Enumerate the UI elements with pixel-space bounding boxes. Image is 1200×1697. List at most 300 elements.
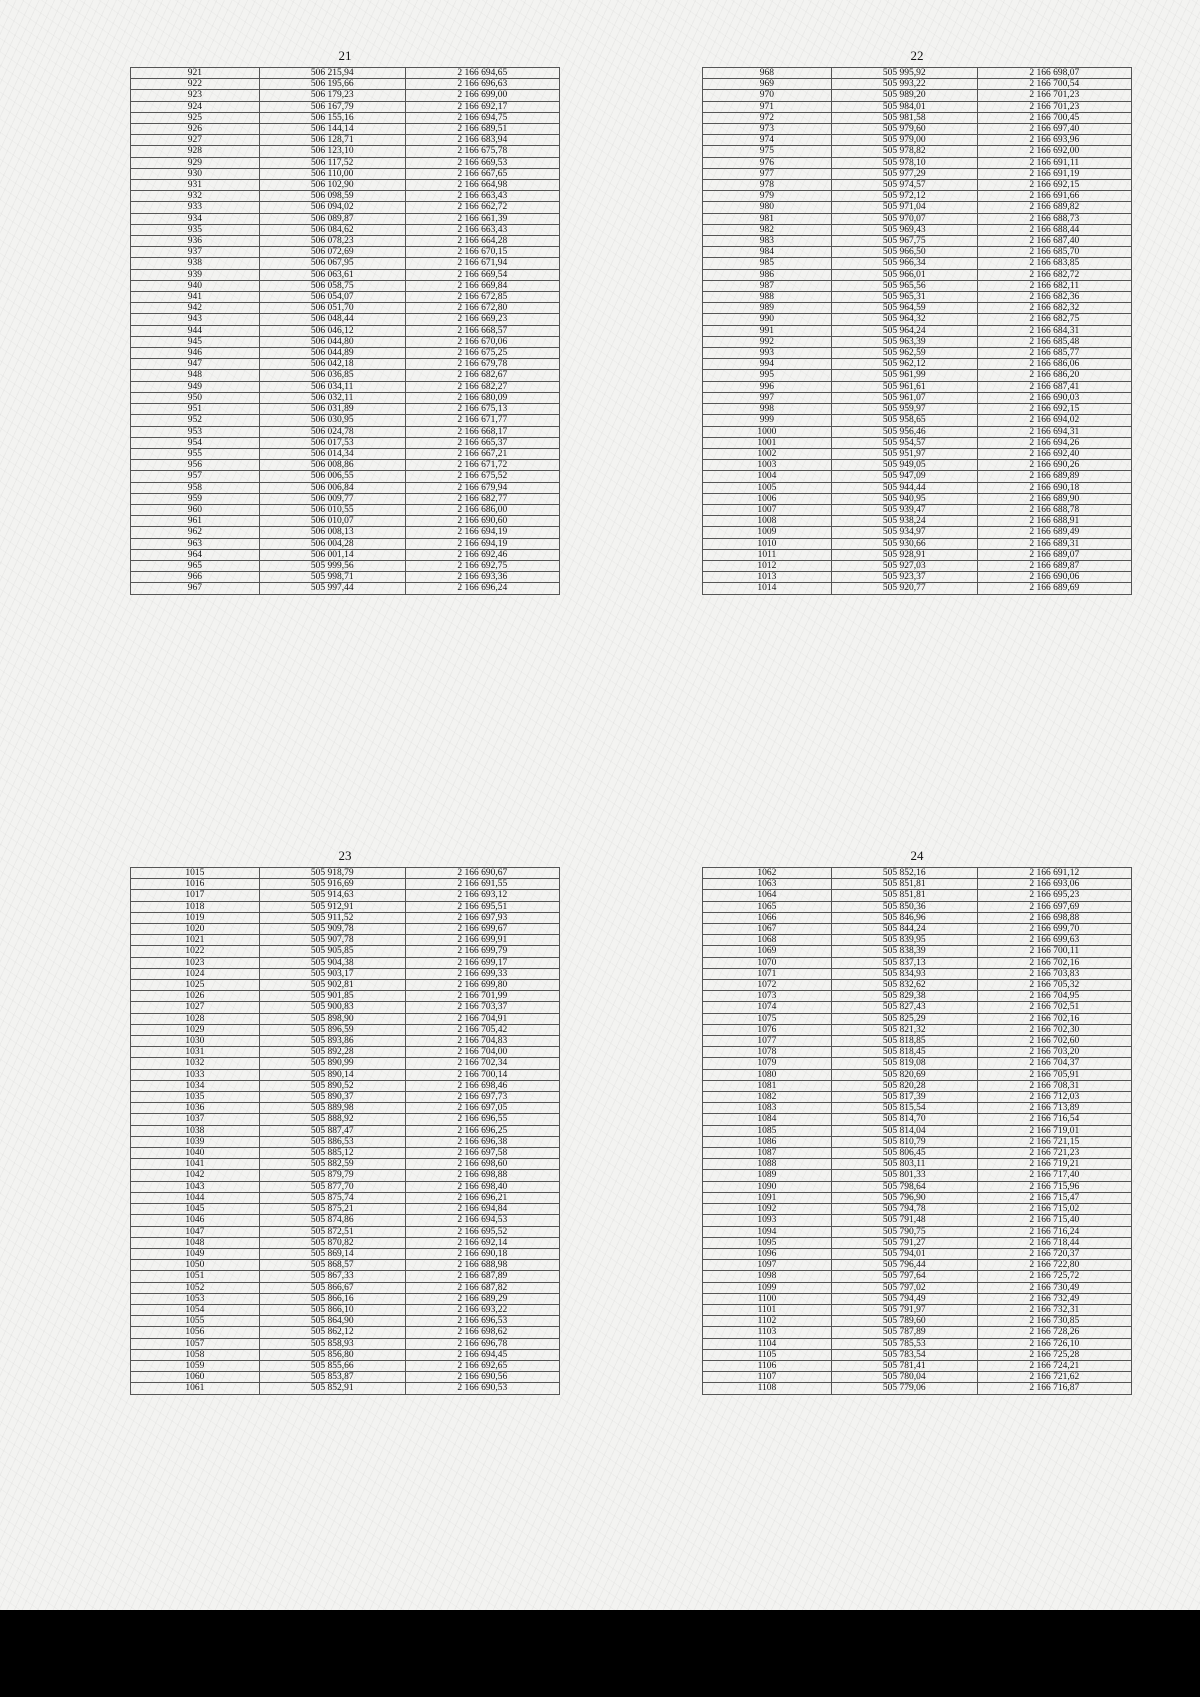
table-row bbox=[703, 935, 1132, 946]
x-coordinate-cell: 505 827,43 bbox=[831, 1002, 977, 1013]
page-23 bbox=[130, 845, 560, 1395]
table-row bbox=[703, 901, 1132, 912]
y-coordinate-cell: 2 166 688,98 bbox=[405, 1260, 559, 1271]
x-coordinate-cell: 505 951,97 bbox=[831, 448, 977, 459]
table-row bbox=[131, 980, 560, 991]
point-number-cell: 923 bbox=[131, 90, 260, 101]
x-coordinate-cell: 506 010,07 bbox=[259, 516, 405, 527]
table-row bbox=[703, 890, 1132, 901]
y-coordinate-cell: 2 166 697,73 bbox=[405, 1092, 559, 1103]
x-coordinate-cell: 505 995,92 bbox=[831, 68, 977, 79]
point-number-cell: 942 bbox=[131, 303, 260, 314]
x-coordinate-cell: 505 872,51 bbox=[259, 1226, 405, 1237]
point-number-cell: 1042 bbox=[131, 1170, 260, 1181]
table-row bbox=[703, 415, 1132, 426]
table-row bbox=[131, 1125, 560, 1136]
y-coordinate-cell: 2 166 692,65 bbox=[405, 1360, 559, 1371]
y-coordinate-cell: 2 166 696,25 bbox=[405, 1125, 559, 1136]
table-row bbox=[131, 292, 560, 303]
x-coordinate-cell: 506 144,14 bbox=[259, 124, 405, 135]
point-number-cell: 922 bbox=[131, 79, 260, 90]
table-row bbox=[131, 516, 560, 527]
y-coordinate-cell: 2 166 672,85 bbox=[405, 292, 559, 303]
y-coordinate-cell: 2 166 704,00 bbox=[405, 1047, 559, 1058]
table-row bbox=[131, 868, 560, 879]
y-coordinate-cell: 2 166 664,98 bbox=[405, 180, 559, 191]
table-row bbox=[131, 879, 560, 890]
x-coordinate-cell: 505 947,09 bbox=[831, 471, 977, 482]
x-coordinate-cell: 505 888,92 bbox=[259, 1114, 405, 1125]
y-coordinate-cell: 2 166 689,82 bbox=[977, 202, 1131, 213]
x-coordinate-cell: 506 042,18 bbox=[259, 359, 405, 370]
x-coordinate-cell: 506 058,75 bbox=[259, 280, 405, 291]
x-coordinate-cell: 505 890,52 bbox=[259, 1080, 405, 1091]
point-number-cell: 946 bbox=[131, 348, 260, 359]
point-number-cell: 956 bbox=[131, 460, 260, 471]
point-number-cell: 1011 bbox=[703, 549, 832, 560]
x-coordinate-cell: 506 067,95 bbox=[259, 258, 405, 269]
table-row bbox=[703, 213, 1132, 224]
y-coordinate-cell: 2 166 699,67 bbox=[405, 924, 559, 935]
table-row bbox=[131, 912, 560, 923]
coordinate-table bbox=[702, 867, 1132, 1395]
x-coordinate-cell: 505 885,12 bbox=[259, 1148, 405, 1159]
x-coordinate-cell: 505 966,01 bbox=[831, 269, 977, 280]
point-number-cell: 1041 bbox=[131, 1159, 260, 1170]
y-coordinate-cell: 2 166 675,52 bbox=[405, 471, 559, 482]
x-coordinate-cell: 505 964,32 bbox=[831, 314, 977, 325]
y-coordinate-cell: 2 166 705,32 bbox=[977, 980, 1131, 991]
x-coordinate-cell: 505 846,96 bbox=[831, 912, 977, 923]
point-number-cell: 1081 bbox=[703, 1080, 832, 1091]
x-coordinate-cell: 505 930,66 bbox=[831, 538, 977, 549]
point-number-cell: 1046 bbox=[131, 1215, 260, 1226]
y-coordinate-cell: 2 166 703,83 bbox=[977, 968, 1131, 979]
table-row bbox=[131, 901, 560, 912]
y-coordinate-cell: 2 166 690,03 bbox=[977, 392, 1131, 403]
point-number-cell: 929 bbox=[131, 157, 260, 168]
table-row bbox=[131, 236, 560, 247]
y-coordinate-cell: 2 166 712,03 bbox=[977, 1092, 1131, 1103]
y-coordinate-cell: 2 166 682,77 bbox=[405, 493, 559, 504]
table-row bbox=[703, 157, 1132, 168]
x-coordinate-cell: 506 054,07 bbox=[259, 292, 405, 303]
table-row bbox=[703, 180, 1132, 191]
table-row bbox=[131, 303, 560, 314]
x-coordinate-cell: 505 867,33 bbox=[259, 1271, 405, 1282]
point-number-cell: 1107 bbox=[703, 1372, 832, 1383]
table-row bbox=[131, 1383, 560, 1394]
x-coordinate-cell: 505 814,70 bbox=[831, 1114, 977, 1125]
x-coordinate-cell: 505 920,77 bbox=[831, 583, 977, 594]
x-coordinate-cell: 505 837,13 bbox=[831, 957, 977, 968]
x-coordinate-cell: 506 078,23 bbox=[259, 236, 405, 247]
point-number-cell: 1099 bbox=[703, 1282, 832, 1293]
y-coordinate-cell: 2 166 732,31 bbox=[977, 1304, 1131, 1315]
table-row bbox=[703, 946, 1132, 957]
point-number-cell: 953 bbox=[131, 426, 260, 437]
point-number-cell: 1035 bbox=[131, 1092, 260, 1103]
point-number-cell: 1003 bbox=[703, 460, 832, 471]
y-coordinate-cell: 2 166 688,78 bbox=[977, 504, 1131, 515]
x-coordinate-cell: 505 914,63 bbox=[259, 890, 405, 901]
table-row bbox=[131, 370, 560, 381]
y-coordinate-cell: 2 166 698,62 bbox=[405, 1327, 559, 1338]
x-coordinate-cell: 505 962,12 bbox=[831, 359, 977, 370]
x-coordinate-cell: 505 963,39 bbox=[831, 336, 977, 347]
y-coordinate-cell: 2 166 691,11 bbox=[977, 157, 1131, 168]
point-number-cell: 1104 bbox=[703, 1338, 832, 1349]
table-row bbox=[703, 1260, 1132, 1271]
y-coordinate-cell: 2 166 696,78 bbox=[405, 1338, 559, 1349]
point-number-cell: 1010 bbox=[703, 538, 832, 549]
page-22 bbox=[702, 45, 1132, 595]
point-number-cell: 967 bbox=[131, 583, 260, 594]
table-row bbox=[703, 1248, 1132, 1259]
x-coordinate-cell: 505 820,28 bbox=[831, 1080, 977, 1091]
y-coordinate-cell: 2 166 693,36 bbox=[405, 572, 559, 583]
x-coordinate-cell: 506 004,28 bbox=[259, 538, 405, 549]
y-coordinate-cell: 2 166 699,63 bbox=[977, 935, 1131, 946]
x-coordinate-cell: 505 956,46 bbox=[831, 426, 977, 437]
point-number-cell: 1083 bbox=[703, 1103, 832, 1114]
point-number-cell: 970 bbox=[703, 90, 832, 101]
x-coordinate-cell: 506 102,90 bbox=[259, 180, 405, 191]
point-number-cell: 1105 bbox=[703, 1349, 832, 1360]
table-row bbox=[131, 112, 560, 123]
table-row bbox=[703, 1282, 1132, 1293]
table-row bbox=[703, 258, 1132, 269]
table-row bbox=[131, 381, 560, 392]
point-number-cell: 932 bbox=[131, 191, 260, 202]
y-coordinate-cell: 2 166 698,88 bbox=[405, 1170, 559, 1181]
point-number-cell: 1077 bbox=[703, 1036, 832, 1047]
y-coordinate-cell: 2 166 726,10 bbox=[977, 1338, 1131, 1349]
table-row bbox=[131, 549, 560, 560]
x-coordinate-cell: 505 966,34 bbox=[831, 258, 977, 269]
table-row bbox=[131, 1170, 560, 1181]
x-coordinate-cell: 505 954,57 bbox=[831, 437, 977, 448]
table-row bbox=[131, 1215, 560, 1226]
point-number-cell: 1025 bbox=[131, 980, 260, 991]
table-row bbox=[131, 314, 560, 325]
table-row bbox=[703, 1204, 1132, 1215]
y-coordinate-cell: 2 166 715,96 bbox=[977, 1181, 1131, 1192]
table-row bbox=[131, 1114, 560, 1125]
x-coordinate-cell: 505 940,95 bbox=[831, 493, 977, 504]
y-coordinate-cell: 2 166 690,26 bbox=[977, 460, 1131, 471]
y-coordinate-cell: 2 166 694,19 bbox=[405, 527, 559, 538]
x-coordinate-cell: 506 195,66 bbox=[259, 79, 405, 90]
table-row bbox=[703, 527, 1132, 538]
table-row bbox=[131, 1013, 560, 1024]
y-coordinate-cell: 2 166 670,06 bbox=[405, 336, 559, 347]
x-coordinate-cell: 505 797,64 bbox=[831, 1271, 977, 1282]
y-coordinate-cell: 2 166 702,16 bbox=[977, 957, 1131, 968]
point-number-cell: 1075 bbox=[703, 1013, 832, 1024]
table-row bbox=[131, 1349, 560, 1360]
table-row bbox=[703, 292, 1132, 303]
y-coordinate-cell: 2 166 688,44 bbox=[977, 224, 1131, 235]
point-number-cell: 943 bbox=[131, 314, 260, 325]
table-row bbox=[703, 1338, 1132, 1349]
table-row bbox=[703, 980, 1132, 991]
y-coordinate-cell: 2 166 688,91 bbox=[977, 516, 1131, 527]
table-row bbox=[703, 1125, 1132, 1136]
x-coordinate-cell: 505 896,59 bbox=[259, 1024, 405, 1035]
y-coordinate-cell: 2 166 669,23 bbox=[405, 314, 559, 325]
table-row bbox=[703, 1349, 1132, 1360]
table-row bbox=[131, 79, 560, 90]
x-coordinate-cell: 506 001,14 bbox=[259, 549, 405, 560]
x-coordinate-cell: 506 215,94 bbox=[259, 68, 405, 79]
point-number-cell: 977 bbox=[703, 168, 832, 179]
table-row bbox=[703, 1080, 1132, 1091]
page-number: 24 bbox=[910, 848, 924, 863]
table-row bbox=[131, 1058, 560, 1069]
table-row bbox=[131, 1103, 560, 1114]
point-number-cell: 1020 bbox=[131, 924, 260, 935]
y-coordinate-cell: 2 166 682,27 bbox=[405, 381, 559, 392]
y-coordinate-cell: 2 166 699,00 bbox=[405, 90, 559, 101]
point-number-cell: 975 bbox=[703, 146, 832, 157]
table-row bbox=[131, 1372, 560, 1383]
point-number-cell: 1014 bbox=[703, 583, 832, 594]
y-coordinate-cell: 2 166 692,14 bbox=[405, 1237, 559, 1248]
x-coordinate-cell: 505 890,37 bbox=[259, 1092, 405, 1103]
table-row bbox=[703, 879, 1132, 890]
x-coordinate-cell: 505 898,90 bbox=[259, 1013, 405, 1024]
y-coordinate-cell: 2 166 686,06 bbox=[977, 359, 1131, 370]
table-row bbox=[131, 471, 560, 482]
x-coordinate-cell: 505 974,57 bbox=[831, 180, 977, 191]
y-coordinate-cell: 2 166 691,19 bbox=[977, 168, 1131, 179]
point-number-cell: 1097 bbox=[703, 1260, 832, 1271]
x-coordinate-cell: 505 893,86 bbox=[259, 1036, 405, 1047]
y-coordinate-cell: 2 166 704,91 bbox=[405, 1013, 559, 1024]
y-coordinate-cell: 2 166 704,95 bbox=[977, 991, 1131, 1002]
x-coordinate-cell: 505 981,58 bbox=[831, 112, 977, 123]
table-row bbox=[131, 538, 560, 549]
y-coordinate-cell: 2 166 672,80 bbox=[405, 303, 559, 314]
x-coordinate-cell: 505 874,86 bbox=[259, 1215, 405, 1226]
x-coordinate-cell: 506 123,10 bbox=[259, 146, 405, 157]
y-coordinate-cell: 2 166 708,31 bbox=[977, 1080, 1131, 1091]
y-coordinate-cell: 2 166 700,11 bbox=[977, 946, 1131, 957]
point-number-cell: 1058 bbox=[131, 1349, 260, 1360]
table-row bbox=[131, 68, 560, 79]
point-number-cell: 1106 bbox=[703, 1360, 832, 1371]
table-row bbox=[703, 124, 1132, 135]
table-row bbox=[703, 381, 1132, 392]
y-coordinate-cell: 2 166 690,60 bbox=[405, 516, 559, 527]
table-row bbox=[703, 1103, 1132, 1114]
point-number-cell: 1045 bbox=[131, 1204, 260, 1215]
x-coordinate-cell: 505 839,95 bbox=[831, 935, 977, 946]
table-row bbox=[131, 280, 560, 291]
table-row bbox=[703, 516, 1132, 527]
point-number-cell: 1080 bbox=[703, 1069, 832, 1080]
y-coordinate-cell: 2 166 689,87 bbox=[977, 560, 1131, 571]
x-coordinate-cell: 505 949,05 bbox=[831, 460, 977, 471]
y-coordinate-cell: 2 166 696,53 bbox=[405, 1316, 559, 1327]
x-coordinate-cell: 505 838,39 bbox=[831, 946, 977, 957]
y-coordinate-cell: 2 166 662,72 bbox=[405, 202, 559, 213]
x-coordinate-cell: 505 797,02 bbox=[831, 1282, 977, 1293]
x-coordinate-cell: 505 866,16 bbox=[259, 1293, 405, 1304]
x-coordinate-cell: 506 051,70 bbox=[259, 303, 405, 314]
x-coordinate-cell: 505 962,59 bbox=[831, 348, 977, 359]
y-coordinate-cell: 2 166 699,70 bbox=[977, 924, 1131, 935]
point-number-cell: 1078 bbox=[703, 1047, 832, 1058]
table-row bbox=[703, 471, 1132, 482]
y-coordinate-cell: 2 166 670,15 bbox=[405, 247, 559, 258]
x-coordinate-cell: 505 790,75 bbox=[831, 1226, 977, 1237]
y-coordinate-cell: 2 166 691,55 bbox=[405, 879, 559, 890]
table-row bbox=[703, 572, 1132, 583]
x-coordinate-cell: 505 791,97 bbox=[831, 1304, 977, 1315]
table-row bbox=[131, 1248, 560, 1259]
table-row bbox=[703, 202, 1132, 213]
point-number-cell: 957 bbox=[131, 471, 260, 482]
y-coordinate-cell: 2 166 661,39 bbox=[405, 213, 559, 224]
x-coordinate-cell: 506 024,78 bbox=[259, 426, 405, 437]
point-number-cell: 926 bbox=[131, 124, 260, 135]
table-row bbox=[703, 1058, 1132, 1069]
x-coordinate-cell: 505 903,17 bbox=[259, 968, 405, 979]
table-row bbox=[703, 1114, 1132, 1125]
point-number-cell: 938 bbox=[131, 258, 260, 269]
point-number-cell: 947 bbox=[131, 359, 260, 370]
table-row bbox=[131, 1204, 560, 1215]
x-coordinate-cell: 505 939,47 bbox=[831, 504, 977, 515]
point-number-cell: 985 bbox=[703, 258, 832, 269]
y-coordinate-cell: 2 166 682,36 bbox=[977, 292, 1131, 303]
y-coordinate-cell: 2 166 719,21 bbox=[977, 1159, 1131, 1170]
x-coordinate-cell: 505 870,82 bbox=[259, 1237, 405, 1248]
point-number-cell: 931 bbox=[131, 180, 260, 191]
table-row bbox=[703, 868, 1132, 879]
point-number-cell: 1028 bbox=[131, 1013, 260, 1024]
y-coordinate-cell: 2 166 675,25 bbox=[405, 348, 559, 359]
point-number-cell: 954 bbox=[131, 437, 260, 448]
x-coordinate-cell: 505 783,54 bbox=[831, 1349, 977, 1360]
y-coordinate-cell: 2 166 690,56 bbox=[405, 1372, 559, 1383]
point-number-cell: 1063 bbox=[703, 879, 832, 890]
y-coordinate-cell: 2 166 701,23 bbox=[977, 101, 1131, 112]
point-number-cell: 934 bbox=[131, 213, 260, 224]
point-number-cell: 1085 bbox=[703, 1125, 832, 1136]
x-coordinate-cell: 506 048,44 bbox=[259, 314, 405, 325]
page-21 bbox=[130, 45, 560, 595]
y-coordinate-cell: 2 166 665,37 bbox=[405, 437, 559, 448]
y-coordinate-cell: 2 166 696,38 bbox=[405, 1136, 559, 1147]
x-coordinate-cell: 505 869,14 bbox=[259, 1248, 405, 1259]
y-coordinate-cell: 2 166 682,67 bbox=[405, 370, 559, 381]
point-number-cell: 1000 bbox=[703, 426, 832, 437]
x-coordinate-cell: 505 978,82 bbox=[831, 146, 977, 157]
table-row bbox=[131, 168, 560, 179]
y-coordinate-cell: 2 166 716,87 bbox=[977, 1383, 1131, 1394]
point-number-cell: 958 bbox=[131, 482, 260, 493]
point-number-cell: 998 bbox=[703, 404, 832, 415]
y-coordinate-cell: 2 166 694,02 bbox=[977, 415, 1131, 426]
point-number-cell: 986 bbox=[703, 269, 832, 280]
x-coordinate-cell: 505 875,21 bbox=[259, 1204, 405, 1215]
point-number-cell: 955 bbox=[131, 448, 260, 459]
x-coordinate-cell: 505 877,70 bbox=[259, 1181, 405, 1192]
x-coordinate-cell: 505 801,33 bbox=[831, 1170, 977, 1181]
x-coordinate-cell: 505 810,79 bbox=[831, 1136, 977, 1147]
point-number-cell: 1047 bbox=[131, 1226, 260, 1237]
point-number-cell: 982 bbox=[703, 224, 832, 235]
point-number-cell: 988 bbox=[703, 292, 832, 303]
y-coordinate-cell: 2 166 704,83 bbox=[405, 1036, 559, 1047]
x-coordinate-cell: 505 886,53 bbox=[259, 1136, 405, 1147]
x-coordinate-cell: 505 887,47 bbox=[259, 1125, 405, 1136]
point-number-cell: 1067 bbox=[703, 924, 832, 935]
point-number-cell: 1022 bbox=[131, 946, 260, 957]
point-number-cell: 1056 bbox=[131, 1327, 260, 1338]
point-number-cell: 1015 bbox=[131, 868, 260, 879]
x-coordinate-cell: 505 961,07 bbox=[831, 392, 977, 403]
table-row bbox=[703, 912, 1132, 923]
y-coordinate-cell: 2 166 713,89 bbox=[977, 1103, 1131, 1114]
point-number-cell: 1019 bbox=[131, 912, 260, 923]
point-number-cell: 1103 bbox=[703, 1327, 832, 1338]
y-coordinate-cell: 2 166 694,65 bbox=[405, 68, 559, 79]
y-coordinate-cell: 2 166 685,77 bbox=[977, 348, 1131, 359]
x-coordinate-cell: 506 117,52 bbox=[259, 157, 405, 168]
point-number-cell: 1086 bbox=[703, 1136, 832, 1147]
table-row bbox=[131, 448, 560, 459]
x-coordinate-cell: 505 979,00 bbox=[831, 135, 977, 146]
table-row bbox=[131, 404, 560, 415]
x-coordinate-cell: 506 032,11 bbox=[259, 392, 405, 403]
x-coordinate-cell: 505 852,16 bbox=[831, 868, 977, 879]
x-coordinate-cell: 505 907,78 bbox=[259, 935, 405, 946]
y-coordinate-cell: 2 166 679,94 bbox=[405, 482, 559, 493]
point-number-cell: 991 bbox=[703, 325, 832, 336]
y-coordinate-cell: 2 166 687,40 bbox=[977, 236, 1131, 247]
y-coordinate-cell: 2 166 725,72 bbox=[977, 1271, 1131, 1282]
x-coordinate-cell: 505 972,12 bbox=[831, 191, 977, 202]
table-row bbox=[703, 1136, 1132, 1147]
point-number-cell: 1108 bbox=[703, 1383, 832, 1394]
table-row bbox=[703, 135, 1132, 146]
table-row bbox=[703, 79, 1132, 90]
point-number-cell: 1039 bbox=[131, 1136, 260, 1147]
y-coordinate-cell: 2 166 694,75 bbox=[405, 112, 559, 123]
x-coordinate-cell: 505 817,39 bbox=[831, 1092, 977, 1103]
table-row bbox=[131, 1148, 560, 1159]
y-coordinate-cell: 2 166 701,23 bbox=[977, 90, 1131, 101]
x-coordinate-cell: 505 965,31 bbox=[831, 292, 977, 303]
table-row bbox=[703, 504, 1132, 515]
x-coordinate-cell: 506 089,87 bbox=[259, 213, 405, 224]
table-row bbox=[131, 1293, 560, 1304]
point-number-cell: 1033 bbox=[131, 1069, 260, 1080]
point-number-cell: 1073 bbox=[703, 991, 832, 1002]
y-coordinate-cell: 2 166 700,54 bbox=[977, 79, 1131, 90]
table-row bbox=[131, 583, 560, 594]
point-number-cell: 1096 bbox=[703, 1248, 832, 1259]
x-coordinate-cell: 505 819,08 bbox=[831, 1058, 977, 1069]
point-number-cell: 974 bbox=[703, 135, 832, 146]
y-coordinate-cell: 2 166 730,49 bbox=[977, 1282, 1131, 1293]
y-coordinate-cell: 2 166 689,29 bbox=[405, 1293, 559, 1304]
table-row bbox=[703, 460, 1132, 471]
